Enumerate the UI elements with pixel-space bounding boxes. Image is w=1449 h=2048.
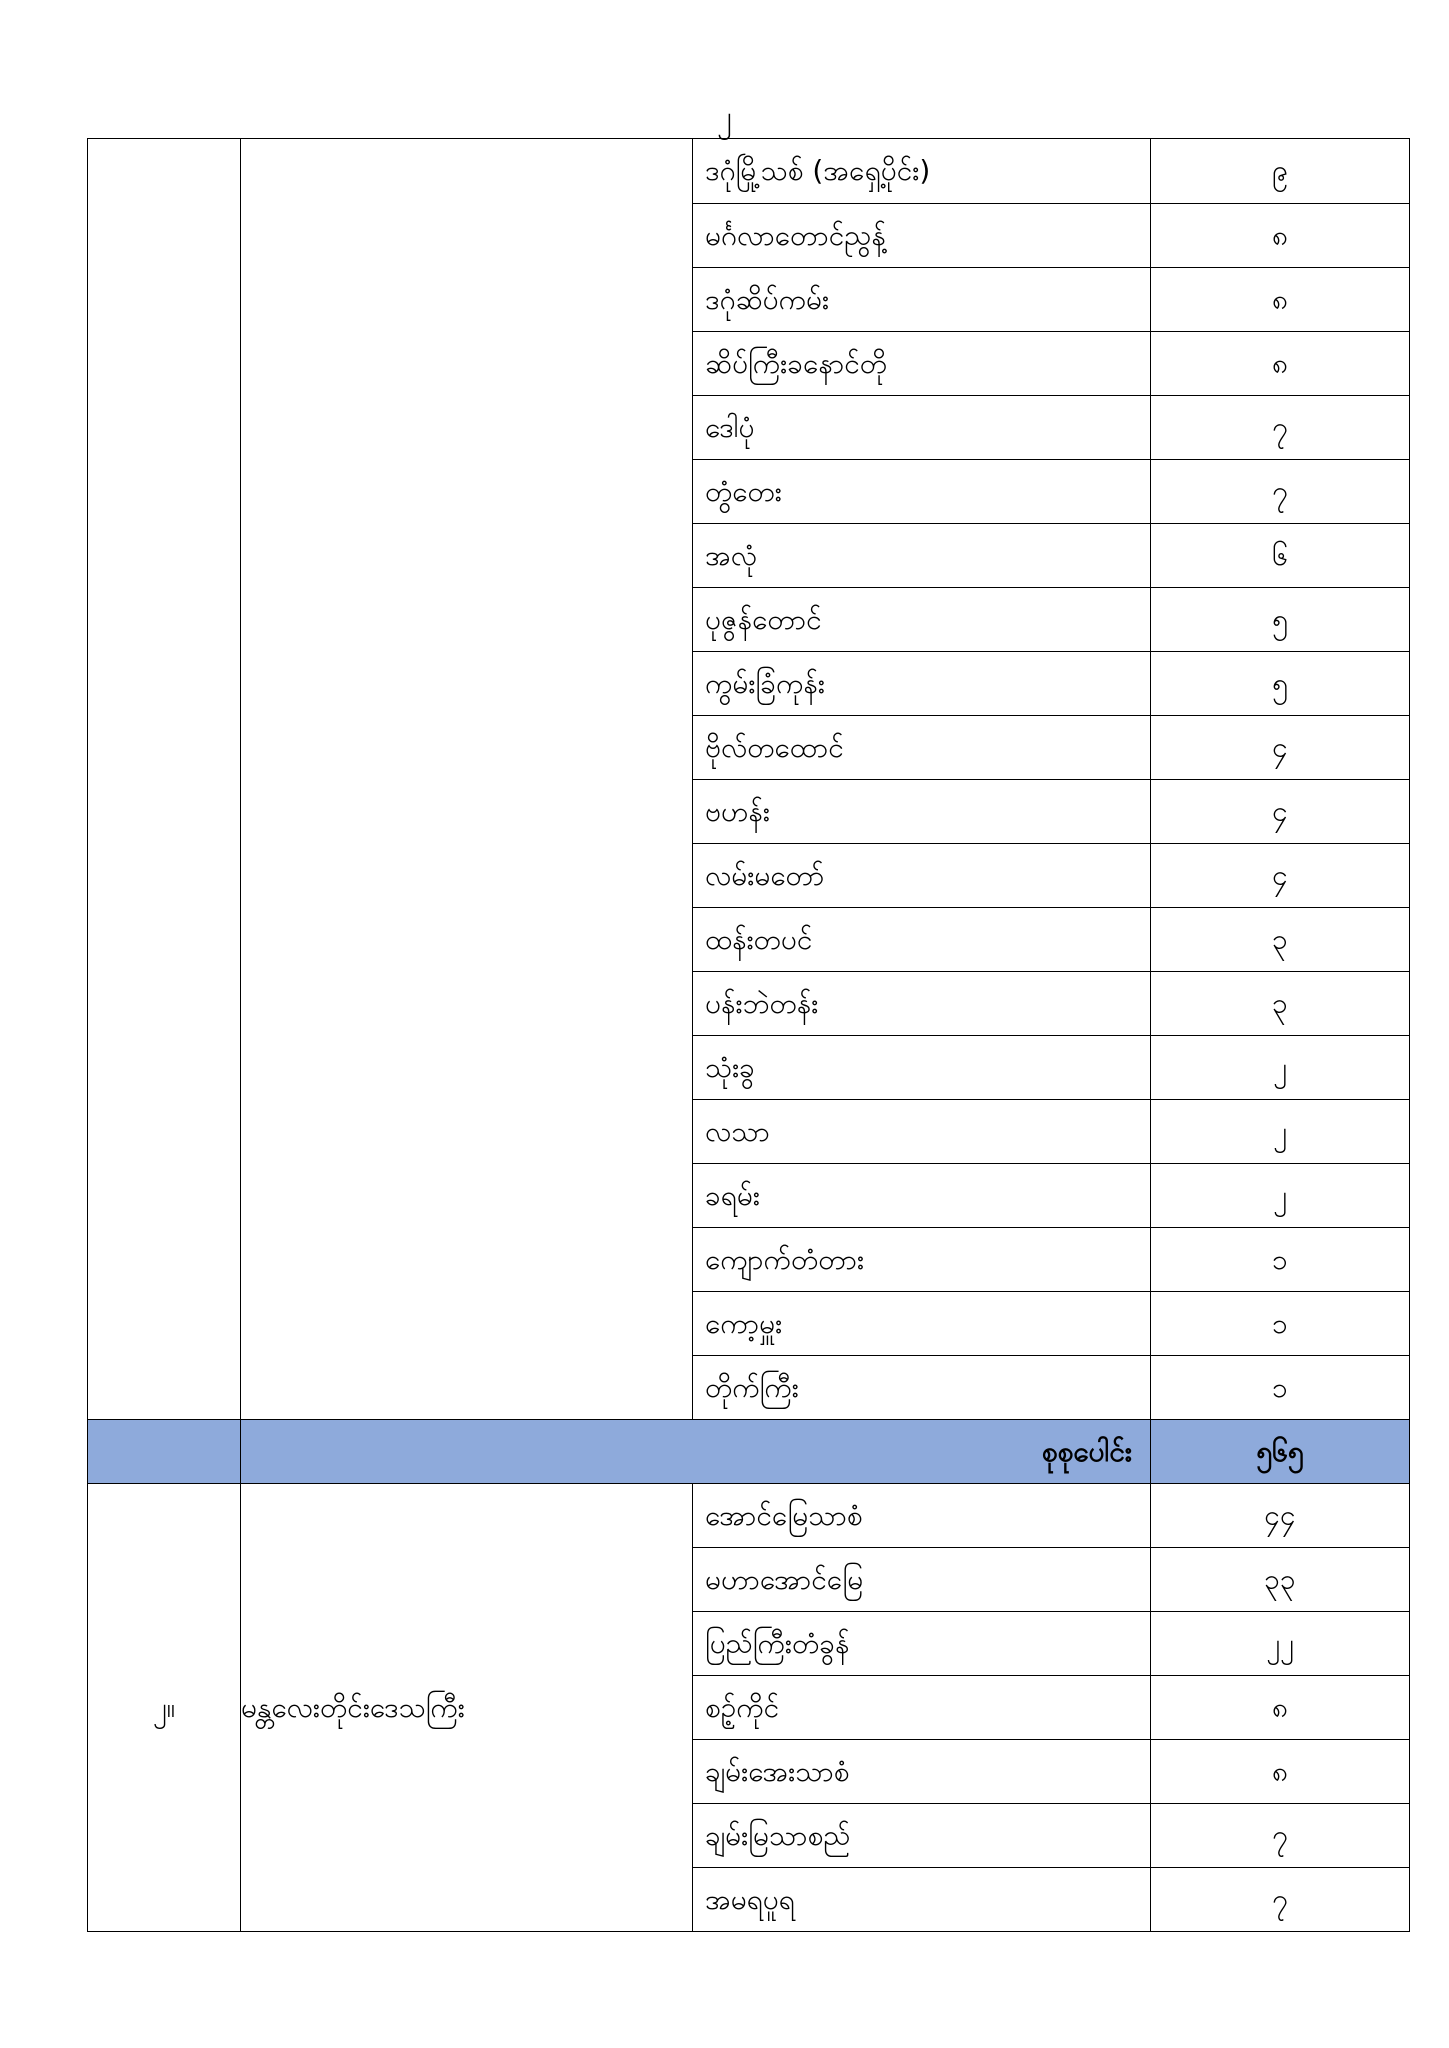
township-name: ပန်းဘဲတန်း bbox=[693, 972, 1151, 1036]
township-name: ခရမ်း bbox=[693, 1164, 1151, 1228]
township-count: ၆ bbox=[1151, 524, 1410, 588]
township-count: ၅ bbox=[1151, 588, 1410, 652]
township-count: ၁ bbox=[1151, 1292, 1410, 1356]
township-count: ၂ bbox=[1151, 1164, 1410, 1228]
table-row bbox=[88, 1484, 1410, 1548]
township-count-table bbox=[87, 138, 1410, 1932]
township-name: ချမ်းအေးသာစံ bbox=[693, 1740, 1151, 1804]
township-count: ၄ bbox=[1151, 844, 1410, 908]
region-no-cell bbox=[88, 139, 241, 1420]
township-name: အလုံ bbox=[693, 524, 1151, 588]
township-count: ၈ bbox=[1151, 1676, 1410, 1740]
township-count: ၇ bbox=[1151, 460, 1410, 524]
township-count: ၃ bbox=[1151, 908, 1410, 972]
total-blank-cell bbox=[88, 1420, 241, 1484]
township-count: ၅ bbox=[1151, 652, 1410, 716]
township-name: ဒဂုံမြို့သစ် (အရှေ့ပိုင်း) bbox=[693, 139, 1151, 204]
township-count: ၄ bbox=[1151, 780, 1410, 844]
township-name: တွံတေး bbox=[693, 460, 1151, 524]
township-count: ၇ bbox=[1151, 396, 1410, 460]
township-count: ၂၂ bbox=[1151, 1612, 1410, 1676]
township-count: ၃၃ bbox=[1151, 1548, 1410, 1612]
township-name: လသာ bbox=[693, 1100, 1151, 1164]
township-name: ပုဇွန်တောင် bbox=[693, 588, 1151, 652]
township-name: သုံးခွ bbox=[693, 1036, 1151, 1100]
township-count: ၄၄ bbox=[1151, 1484, 1410, 1548]
total-value: ၅၆၅ bbox=[1151, 1420, 1410, 1484]
township-name: လမ်းမတော် bbox=[693, 844, 1151, 908]
township-count: ၇ bbox=[1151, 1804, 1410, 1868]
township-count: ၈ bbox=[1151, 1740, 1410, 1804]
township-count: ၂ bbox=[1151, 1036, 1410, 1100]
township-name: ဒေါပုံ bbox=[693, 396, 1151, 460]
township-name: ဗိုလ်တထောင် bbox=[693, 716, 1151, 780]
township-count: ၁ bbox=[1151, 1228, 1410, 1292]
township-count: ၈ bbox=[1151, 332, 1410, 396]
township-name: အောင်မြေသာစံ bbox=[693, 1484, 1151, 1548]
township-name: စဉ့်ကိုင် bbox=[693, 1676, 1151, 1740]
township-count: ၇ bbox=[1151, 1868, 1410, 1932]
township-count: ၉ bbox=[1151, 139, 1410, 204]
region-name-cell bbox=[241, 139, 693, 1420]
township-name: ဗဟန်း bbox=[693, 780, 1151, 844]
township-name: ဒဂုံဆိပ်ကမ်း bbox=[693, 268, 1151, 332]
township-name: မဟာအောင်မြေ bbox=[693, 1548, 1151, 1612]
township-count: ၃ bbox=[1151, 972, 1410, 1036]
township-name: ထန်းတပင် bbox=[693, 908, 1151, 972]
township-name: ကျောက်တံတား bbox=[693, 1228, 1151, 1292]
township-name: ဆိပ်ကြီးခနောင်တို bbox=[693, 332, 1151, 396]
region-name: မန္တလေးတိုင်းဒေသကြီး bbox=[241, 1484, 693, 1932]
township-count: ၁ bbox=[1151, 1356, 1410, 1420]
township-name: ချမ်းမြသာစည် bbox=[693, 1804, 1151, 1868]
township-name: ပြည်ကြီးတံခွန် bbox=[693, 1612, 1151, 1676]
total-label: စုစုပေါင်း bbox=[241, 1420, 1151, 1484]
township-name: ကွမ်းခြံကုန်း bbox=[693, 652, 1151, 716]
region-number: ၂။ bbox=[88, 1484, 241, 1932]
total-row bbox=[88, 1420, 1410, 1484]
township-name: အမရပူရ bbox=[693, 1868, 1151, 1932]
township-name: မင်္ဂလာတောင်ညွန့် bbox=[693, 204, 1151, 268]
township-name: တိုက်ကြီး bbox=[693, 1356, 1151, 1420]
page-number: ၂ bbox=[717, 100, 732, 135]
township-count: ၂ bbox=[1151, 1100, 1410, 1164]
township-count: ၄ bbox=[1151, 716, 1410, 780]
township-count: ၈ bbox=[1151, 268, 1410, 332]
table-row bbox=[88, 139, 1410, 204]
township-count: ၈ bbox=[1151, 204, 1410, 268]
township-name: ကော့မှူး bbox=[693, 1292, 1151, 1356]
